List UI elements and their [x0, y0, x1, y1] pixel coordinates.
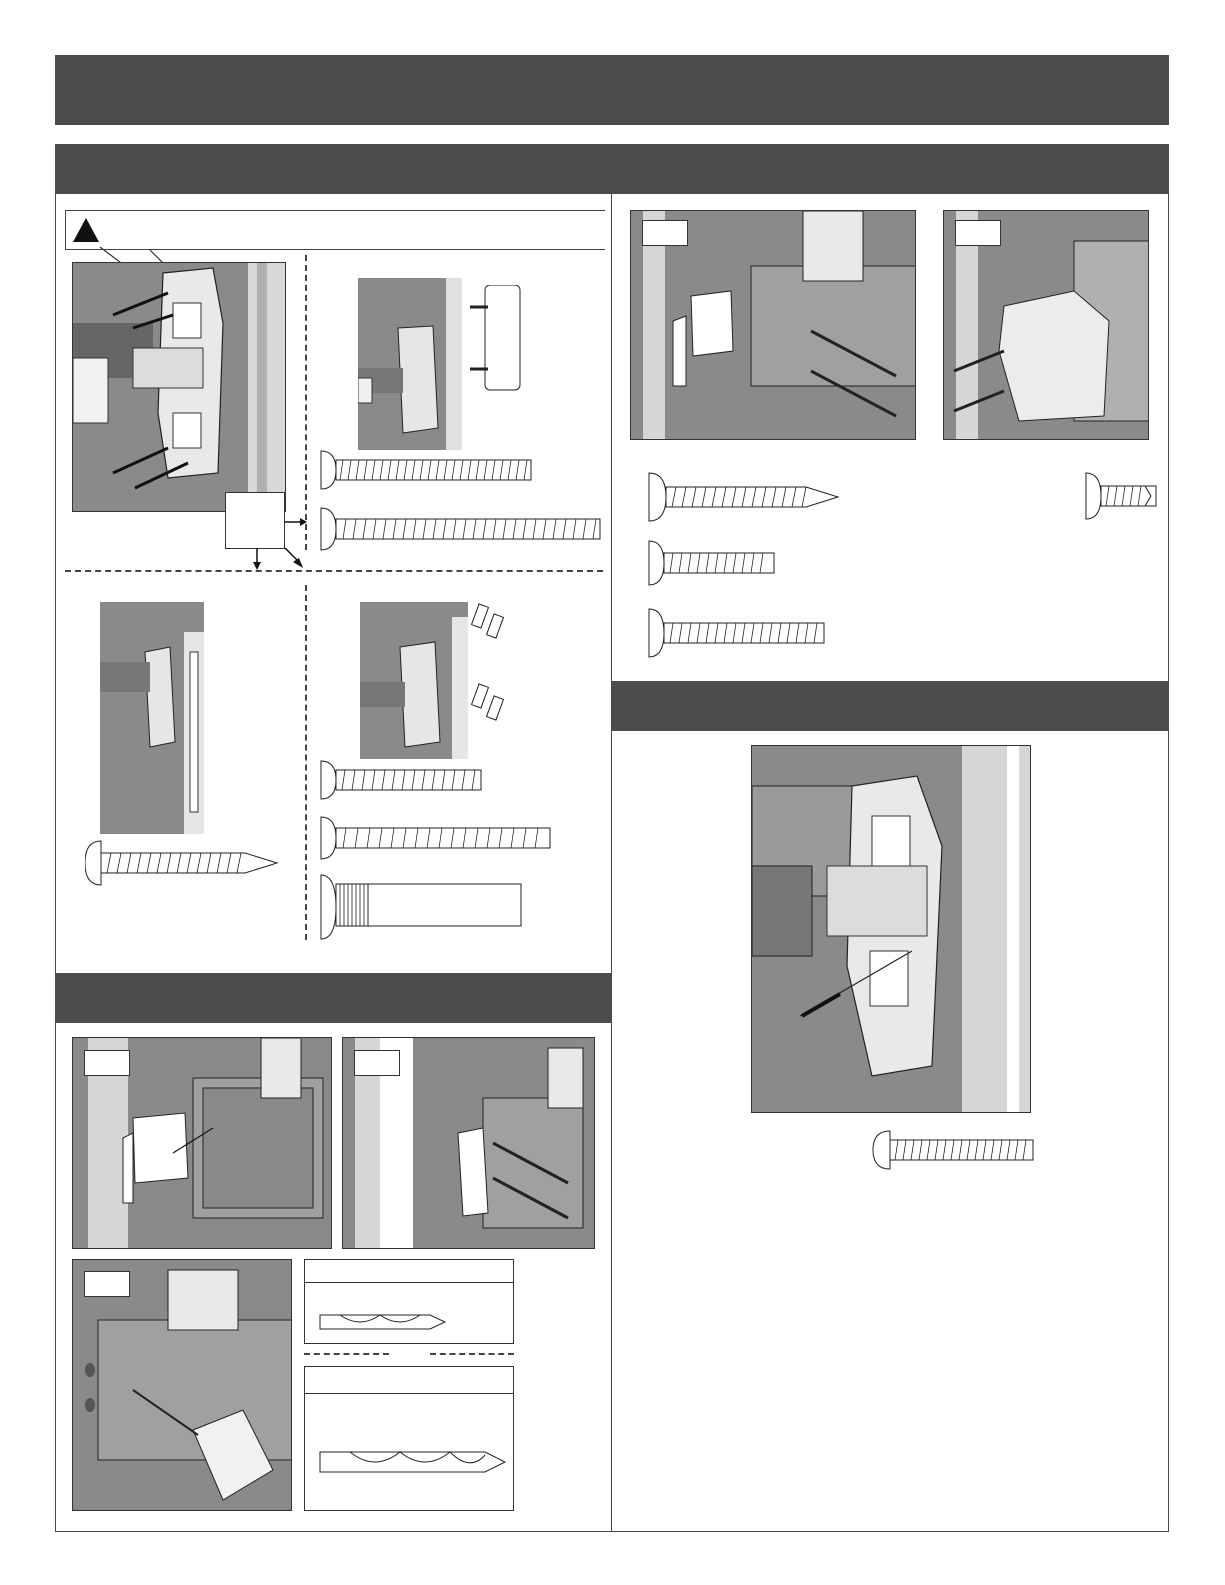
- drill-bit-box-1: [304, 1259, 514, 1344]
- final-mount-drawing: [752, 746, 1031, 1113]
- option-a-illustration: [358, 278, 462, 450]
- page-header-bar: [55, 55, 1169, 125]
- step-label-5: [955, 220, 1001, 246]
- final-mount-illustration: [751, 745, 1031, 1113]
- machine-screw-2: [318, 505, 603, 553]
- sex-bolts: [470, 600, 510, 740]
- step-label-1: [84, 1050, 130, 1076]
- section-header-top: [55, 144, 1169, 194]
- warning-triangle-icon: [71, 215, 101, 245]
- section-header-right-bottom: [612, 681, 1169, 731]
- dashed-divider-1: [305, 255, 307, 550]
- warning-callout: [65, 210, 605, 250]
- machine-screw-6: [646, 606, 826, 661]
- step-label-2: [354, 1050, 400, 1076]
- sex-bolt-sleeve: [318, 872, 523, 942]
- machine-screw-5: [646, 538, 776, 588]
- column-divider: [611, 193, 612, 1532]
- option-b-illustration: [100, 602, 204, 834]
- dashed-divider-2: [65, 570, 603, 572]
- option-a-drawing: [358, 278, 462, 450]
- step-label-3: [84, 1271, 130, 1297]
- mounting-illustration-main: [72, 262, 286, 512]
- cap-screw: [1083, 470, 1158, 522]
- drill-bit-small-icon: [305, 1260, 514, 1344]
- drill-holes-drawing: [73, 1260, 292, 1511]
- step-label-4: [642, 220, 688, 246]
- wood-screw: [85, 838, 285, 888]
- drill-bit-large-icon: [305, 1367, 514, 1511]
- cover-plate-studs: [470, 285, 530, 395]
- option-b-drawing: [100, 602, 204, 834]
- option-c-drawing: [360, 602, 468, 759]
- option-c-illustration: [360, 602, 468, 759]
- machine-screw-4: [318, 814, 553, 862]
- drill-bit-box-2: [304, 1366, 514, 1511]
- dashed-divider-3: [305, 585, 307, 940]
- dash-or-right: [430, 1353, 514, 1355]
- dash-or-left: [304, 1353, 389, 1355]
- bracket-mount-drawing: [73, 263, 286, 512]
- section-header-left-bottom: [55, 973, 612, 1023]
- machine-screw-3: [318, 758, 483, 803]
- wood-screw-2: [646, 470, 841, 525]
- machine-screw-7: [870, 1128, 1035, 1173]
- machine-screw-1: [318, 448, 533, 493]
